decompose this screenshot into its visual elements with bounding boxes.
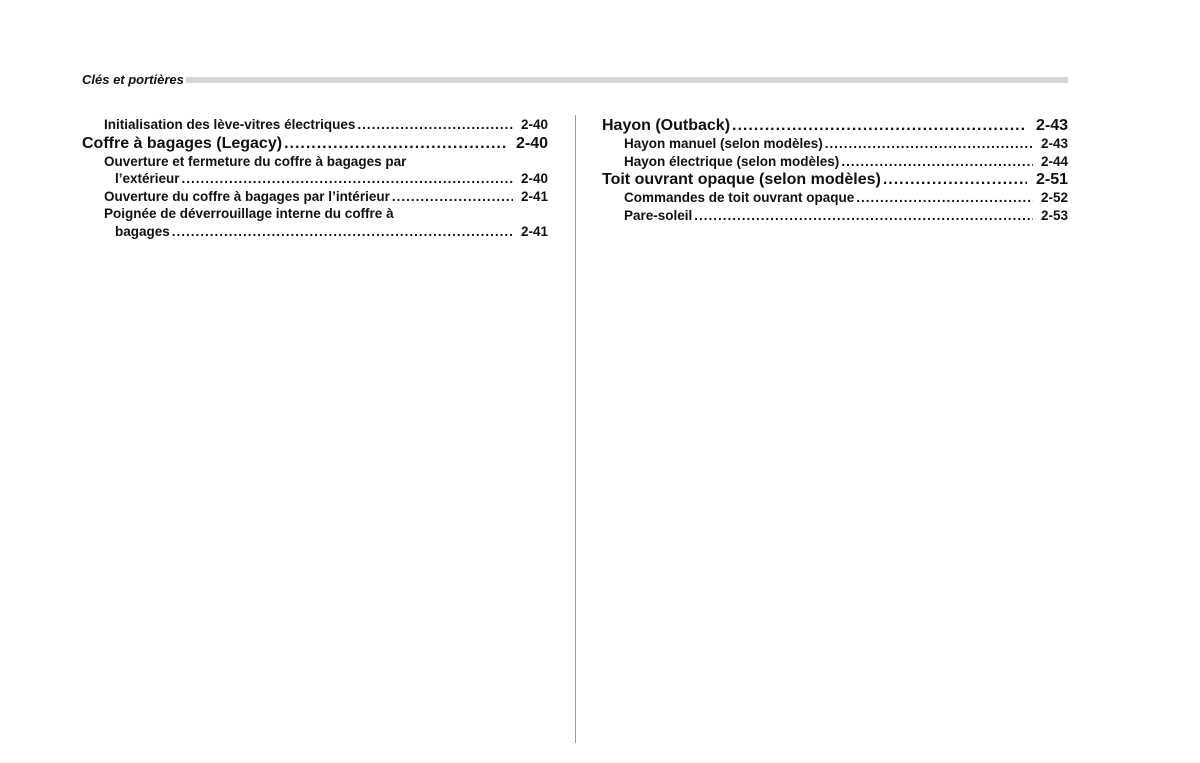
toc-entry-initialisation-leve-vitres[interactable]: [82, 116, 548, 134]
toc-entry-hayon-electrique[interactable]: [602, 153, 1068, 171]
toc-entry-label: Hayon manuel (selon modèles): [624, 136, 823, 151]
toc-right-column: [602, 116, 1068, 224]
toc-entry-coffre-a-bagages-legacy[interactable]: [82, 134, 548, 153]
toc-left-column: [82, 116, 548, 240]
toc-entry-label: Ouverture du coffre à bagages par l’intérieur: [104, 188, 390, 204]
toc-entry-page: 2-40: [515, 134, 548, 152]
toc-entry-commandes-toit-ouvrant[interactable]: [602, 189, 1068, 207]
toc-entry-page: 2-43: [1035, 117, 1068, 134]
toc-entry-label: Hayon (Outback): [602, 117, 731, 134]
section-header: [82, 72, 1068, 88]
section-title: Clés et portières: [82, 72, 184, 87]
toc-entry-page: 2-41: [520, 188, 548, 204]
dot-leader: [856, 189, 1033, 207]
dot-leader: [182, 170, 513, 188]
dot-leader: [357, 116, 513, 134]
dot-leader: [284, 134, 507, 153]
toc-entry-page: 2-40: [520, 171, 548, 186]
toc-entry-label: Commandes de toit ouvrant opaque: [624, 190, 855, 205]
dot-leader: [694, 207, 1033, 225]
toc-entry-toit-ouvrant-opaque[interactable]: [602, 170, 1068, 189]
toc-entry-ouverture-fermeture-exterieur[interactable]: [82, 153, 548, 188]
toc-entry-label-line2: bagages: [115, 223, 170, 239]
toc-entry-page: 2-40: [520, 117, 548, 132]
toc-entry-page: 2-51: [1035, 171, 1068, 188]
dot-leader: [883, 170, 1027, 189]
toc-entry-label-line1: Poignée de déverrouillage interne du coffre à: [104, 206, 394, 221]
toc-entry-hayon-outback[interactable]: [602, 116, 1068, 135]
toc-entry-label: Coffre à bagages (Legacy): [82, 134, 283, 152]
column-divider: [575, 115, 576, 743]
toc-entry-label: Pare-soleil: [624, 207, 693, 223]
toc-entry-label: Initialisation des lève-vitres électriques: [104, 117, 356, 132]
toc-entry-page: 2-44: [1040, 153, 1068, 169]
dot-leader: [392, 188, 513, 206]
toc-entry-label: Hayon électrique (selon modèles): [624, 153, 840, 169]
dot-leader: [172, 223, 513, 241]
toc-entry-label: Toit ouvrant opaque (selon modèles): [602, 171, 881, 188]
dot-leader: [841, 153, 1033, 171]
toc-entry-page: 2-53: [1040, 207, 1068, 223]
toc-entry-pare-soleil[interactable]: [602, 207, 1068, 225]
toc-entry-label-line1: Ouverture et fermeture du coffre à bagages par: [104, 153, 407, 169]
toc-entry-page: 2-43: [1040, 136, 1068, 151]
toc-entry-ouverture-interieur[interactable]: [82, 188, 548, 206]
dot-leader: [825, 135, 1033, 153]
toc-entry-page: 2-52: [1040, 190, 1068, 205]
section-header-rule: [82, 77, 1068, 83]
toc-entry-page: 2-41: [520, 223, 548, 239]
toc-entry-label-line2: l’extérieur: [115, 171, 180, 186]
toc-entry-hayon-manuel[interactable]: [602, 135, 1068, 153]
dot-leader: [732, 116, 1027, 135]
toc-entry-poignee-deverrouillage[interactable]: [82, 205, 548, 240]
